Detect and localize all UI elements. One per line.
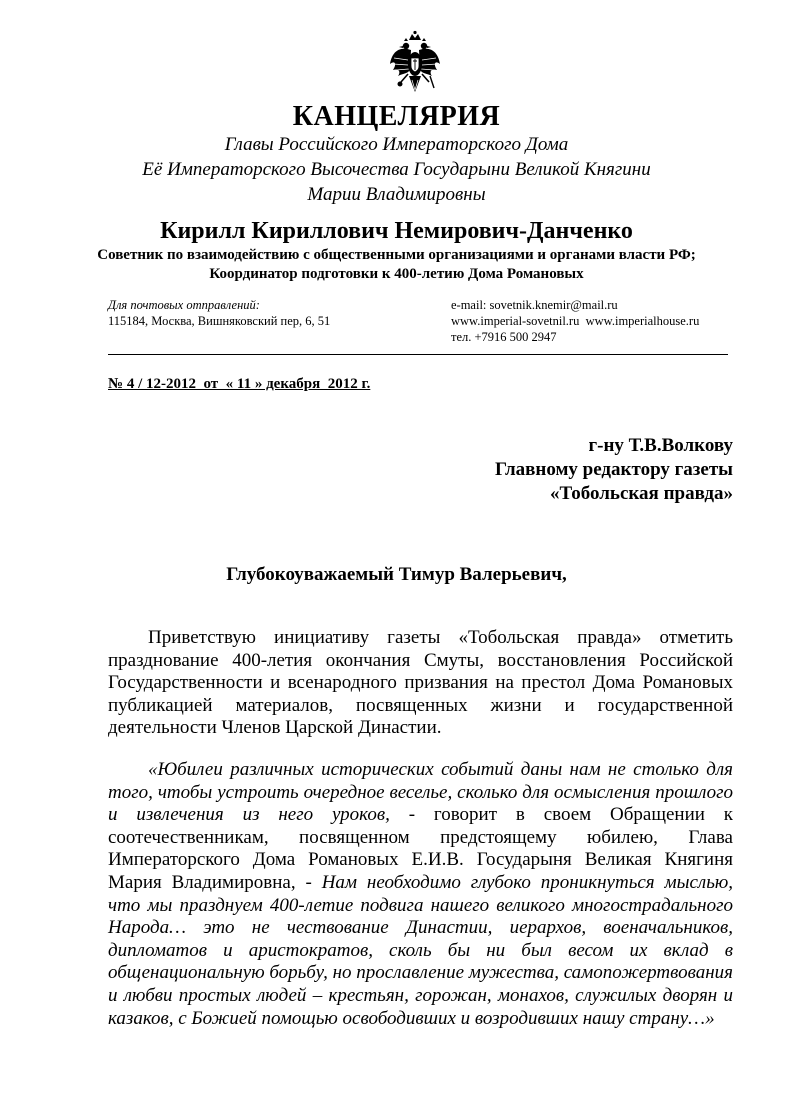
body-paragraph-2 xyxy=(108,759,733,1030)
quote-part-1: «Юбилеи различных исторических событий даны нам не столько для того, чтобы устроить очередное веселье, сколько для осмысления прошлого и извлечения из него уроков, xyxy=(108,759,733,826)
header-divider xyxy=(108,354,728,355)
subtitle-line-3: Марии Владимировны xyxy=(307,184,486,205)
phone-number: тел. +7916 500 2947 xyxy=(451,330,557,344)
addressee-line-2: Главному редактору газеты xyxy=(495,459,733,480)
addressee-line-1: г-ну Т.В.Волкову xyxy=(588,435,733,456)
subtitle-line-1: Главы Российского Императорского Дома xyxy=(224,134,569,155)
sender-role-2: Координатор подготовки к 400-летию Дома Романовых xyxy=(209,266,584,282)
subtitle-line-2: Её Императорского Высочества Государыни Великой Княгини xyxy=(142,159,651,180)
document-number: № 4 / 12-2012 от « 11 » декабря 2012 г. xyxy=(108,376,371,392)
quote-attribution: - говорит в своем Обращении к соотечественникам, посвященном предстоящему юбилею, Глава Императорского Дома Романовых Е.И.В. Государыня Великая Княгиня Мария Владимировна, - xyxy=(108,804,733,893)
addressee-line-3: «Тобольская правда» xyxy=(549,483,733,504)
email-address: e-mail: sovetnik.knemir@mail.ru xyxy=(451,298,618,312)
sender-name: Кирилл Кириллович Немирович-Данченко xyxy=(160,218,633,244)
postal-label: Для почтовых отправлений: xyxy=(108,298,260,312)
website-links: www.imperial-sovetnil.ru www.imperialhouse.ru xyxy=(451,314,700,328)
body-paragraph-1: Приветствую инициативу газеты «Тобольская правда» отметить празднование 400-летия окончания Смуты, восстановления Российской Государственности и всенародного призвания на престол Дома Романовых публикацией материалов, посвященных жизни и государственной деятельности Членов Царской Династии. xyxy=(108,627,733,739)
chancellery-title: КАНЦЕЛЯРИЯ xyxy=(292,101,501,132)
quote-part-2: Нам необходимо глубоко проникнуться мыслью, что мы празднуем 400-летие подвига нашего великого многострадального Народа… это не чествование Династии, иерархов, военачальников, дипломатов и аристократов, сколь бы ни был весом их вклад в общенациональную борьбу, но прославление мужества, самопожертвования и любви простых людей – крестьян, горожан, монахов, служилых дворян и казаков, с Божией помощью освободивших и возродивших нашу страну…» xyxy=(108,871,734,1029)
sender-role-1: Советник по взаимодействию с общественными организациями и органами власти РФ; xyxy=(97,247,696,263)
salutation: Глубокоуважаемый Тимур Валерьевич, xyxy=(226,564,567,585)
imperial-eagle-emblem xyxy=(389,30,441,96)
postal-address: 115184, Москва, Вишняковский пер, 6, 51 xyxy=(108,314,331,328)
